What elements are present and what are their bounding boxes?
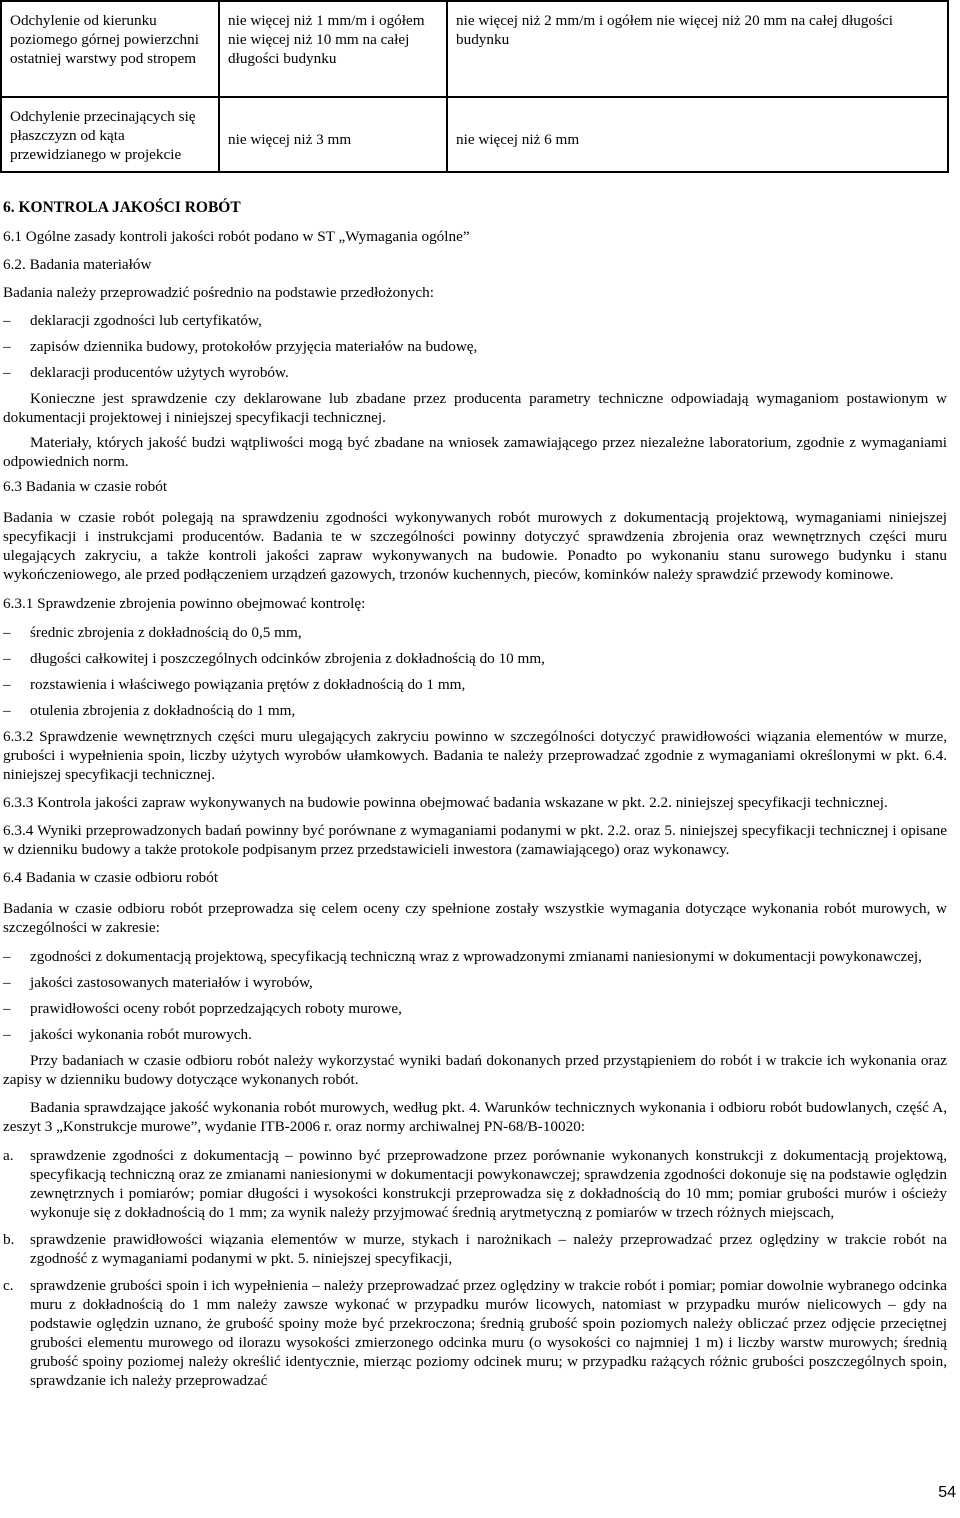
dash-bullet-icon: –	[3, 624, 11, 641]
list-marker: a.	[3, 1147, 14, 1164]
list-item: – rozstawienia i właściwego powiązania prętów z dokładnością do 1 mm,	[3, 676, 466, 693]
table-cell-value: nie więcej niż 6 mm	[447, 97, 948, 172]
paragraph: Badania należy przeprowadzić pośrednio na podstawie przedłożonych:	[3, 284, 434, 301]
subsection-6-3-title: 6.3 Badania w czasie robót	[3, 478, 168, 495]
list-item: – średnic zbrojenia z dokładnością do 0,5 mm,	[3, 624, 302, 641]
dash-list	[3, 623, 947, 720]
dash-bullet-icon: –	[3, 676, 11, 693]
dash-list	[3, 311, 947, 382]
paragraph: Badania sprawdzające jakość wykonania robót murowych, według pkt. 4. Warunków technicznych wykonania i odbioru robót budowlanych, część A, zeszyt 3 „Konstrukcje murowe”, wydanie ITB-2006 r. oraz normy archiwalnej PN-68/B-10020:	[3, 1099, 947, 1135]
table-cell-label: Odchylenie przecinających się płaszczyzn od kąta przewidzianego w projekcie	[1, 97, 219, 172]
tolerance-table	[0, 0, 949, 173]
subsection-6-3-4: 6.3.4 Wyniki przeprowadzonych badań powinny być porównane z wymaganiami podanymi w pkt. 2.2. oraz 5. niniejszej specyfikacji technicznej i opisane w dzienniku budowy a także protokole podpisanym przez przedstawicieli inwestora (zamawiającego) oraz wykonawcy.	[3, 822, 947, 858]
list-item: c. sprawdzenie grubości spoin i ich wypełnienia – należy przeprowadzać przez oględziny w trakcie robót i pomiar; pomiar dowolnie wybranego odcinka muru z dokładnością do 1 mm należy zawsze wykonać w przypadku murów licowych, natomiast w przypadku murów nielicowych – gdy na podstawie oględzin uznano, że grubość spoiny może być przekroczona; średnią grubość spoin poziomych należy obliczać przez odjęcie przeciętnej grubości elementu murowego od ilorazu wysokości zmierzonego odcinka muru (o wysokości co najmniej 1 m) i liczby warstw murowych; średnią grubość spoiny poziomej należy określić identycznie, mierząc poziomy odcinek muru; w przypadku rażących różnic grubości poszczególnych spoin, sprawdzanie ich należy przeprowadzać	[3, 1277, 947, 1389]
table-cell-value: nie więcej niż 2 mm/m i ogółem nie więcej niż 20 mm na całej długości budynku	[447, 1, 948, 97]
list-item: – deklaracji zgodności lub certyfikatów,	[3, 312, 262, 329]
dash-bullet-icon: –	[3, 974, 11, 991]
list-marker: c.	[3, 1277, 14, 1294]
table-row	[1, 1, 948, 97]
dash-bullet-icon: –	[3, 312, 11, 329]
list-item: – prawidłowości oceny robót poprzedzających roboty murowe,	[3, 1000, 402, 1017]
dash-bullet-icon: –	[3, 338, 11, 355]
list-item: – deklaracji producentów użytych wyrobów.	[3, 364, 289, 381]
subsection-6-3-3: 6.3.3 Kontrola jakości zapraw wykonywanych na budowie powinna obejmować badania wskazane w pkt. 2.2. niniejszej specyfikacji technicznej.	[3, 794, 888, 811]
subsection-6-1: 6.1 Ogólne zasady kontroli jakości robót podano w ST „Wymagania ogólne”	[3, 228, 470, 245]
table-row	[1, 97, 948, 172]
page-number: 54	[938, 1484, 956, 1501]
list-item: – jakości zastosowanych materiałów i wyrobów,	[3, 974, 313, 991]
paragraph: Badania w czasie odbioru robót przeprowadza się celem oceny czy spełnione zostały wszystkie wymagania dotyczące wykonania robót murowych, w szczególności w zakresie:	[3, 900, 947, 936]
lettered-list	[3, 1146, 947, 1390]
paragraph: Przy badaniach w czasie odbioru robót należy wykorzystać wyniki badań dokonanych przed przystąpieniem do robót i w trakcie ich wykonania oraz zapisy w dzienniku budowy dotyczące wykonanych robót.	[3, 1052, 947, 1088]
table-cell-value: nie więcej niż 1 mm/m i ogółem nie więcej niż 10 mm na całej długości budynku	[219, 1, 447, 97]
list-item: – zgodności z dokumentacją projektową, specyfikacją techniczną wraz z wprowadzonymi zmianami naniesionymi w dokumentacji powykonawczej,	[3, 948, 922, 965]
section-heading: 6. KONTROLA JAKOŚCI ROBÓT	[3, 199, 241, 216]
list-item: – otulenia zbrojenia z dokładnością do 1 mm,	[3, 702, 296, 719]
paragraph: Badania w czasie robót polegają na sprawdzeniu zgodności wykonywanych robót murowych z dokumentacją projektową, wymaganiami niniejszej specyfikacji i instrukcjami producentów. Badania te w szczególności powinny dotyczyć sprawdzenia zbrojenia oraz wewnętrznych części muru ulegających zakryciu, a także kontroli jakości zapraw wykonywanych na budowie. Ponadto po wykonaniu stanu surowego budynku i stanu wykończeniowego, ale przed podłączeniem urządzeń gazowych, trzonów kuchennych, pieców, kominków należy sprawdzić przewody kominowe.	[3, 509, 947, 583]
paragraph: Materiały, których jakość budzi wątpliwości mogą być zbadane na wniosek zamawiającego przez niezależne laboratorium, zgodnie z wymaganiami odpowiednich norm.	[3, 434, 947, 470]
list-marker: b.	[3, 1231, 15, 1248]
list-item: – długości całkowitej i poszczególnych odcinków zbrojenia z dokładnością do 10 mm,	[3, 650, 545, 667]
dash-list	[3, 947, 947, 1044]
dash-bullet-icon: –	[3, 650, 11, 667]
document-body	[3, 198, 947, 1398]
subsection-6-2-title: 6.2. Badania materiałów	[3, 256, 152, 273]
table-cell-label: Odchylenie od kierunku poziomego górnej powierzchni ostatniej warstwy pod stropem	[1, 1, 219, 97]
dash-bullet-icon: –	[3, 364, 11, 381]
dash-bullet-icon: –	[3, 948, 11, 965]
dash-bullet-icon: –	[3, 1000, 11, 1017]
paragraph: Konieczne jest sprawdzenie czy deklarowane lub zbadane przez producenta parametry techniczne odpowiadają wymaganiom postawionym w dokumentacji projektowej i niniejszej specyfikacji technicznej.	[3, 390, 947, 426]
dash-bullet-icon: –	[3, 702, 11, 719]
subsection-6-4-title: 6.4 Badania w czasie odbioru robót	[3, 869, 219, 886]
list-item: a. sprawdzenie zgodności z dokumentacją – powinno być przeprowadzone przez porównanie wykonanych konstrukcji z dokumentacją projektową, specyfikacją techniczną oraz ze zmianami naniesionymi w dokumentacji powykonawczej; sprawdzenia zgodności dokonuje się na podstawie oględzin zewnętrznych i pomiarów; pomiar długości i wysokości konstrukcji przeprowadza się z dokładnością do 10 mm; pomiar grubości murów i ościeży wykonuje się z dokładnością do 1 mm; za wynik należy przyjmować średnią arytmetyczną z pomiarów w trzech różnych miejscach,	[3, 1147, 947, 1221]
list-item: b. sprawdzenie prawidłowości wiązania elementów w murze, stykach i narożnikach – należy przeprowadzać przez oględziny w trakcie robót na zgodność z wymaganiami podanymi w pkt. 5. niniejszej specyfikacji,	[3, 1231, 947, 1267]
list-item: – jakości wykonania robót murowych.	[3, 1026, 252, 1043]
list-item: – zapisów dziennika budowy, protokołów przyjęcia materiałów na budowę,	[3, 338, 478, 355]
subsection-6-3-2: 6.3.2 Sprawdzenie wewnętrznych części muru ulegających zakryciu powinno w szczególności dotyczyć prawidłowości wiązania elementów w murze, grubości i wypełnienia spoin, liczby użytych wyrobów ułamkowych. Badania te należy przeprowadzać zgodnie z wymaganiami określonymi w pkt. 6.4. niniejszej specyfikacji technicznej.	[3, 728, 947, 783]
table-cell-value: nie więcej niż 3 mm	[219, 97, 447, 172]
subsection-6-3-1-title: 6.3.1 Sprawdzenie zbrojenia powinno obejmować kontrolę:	[3, 595, 366, 612]
dash-bullet-icon: –	[3, 1026, 11, 1043]
